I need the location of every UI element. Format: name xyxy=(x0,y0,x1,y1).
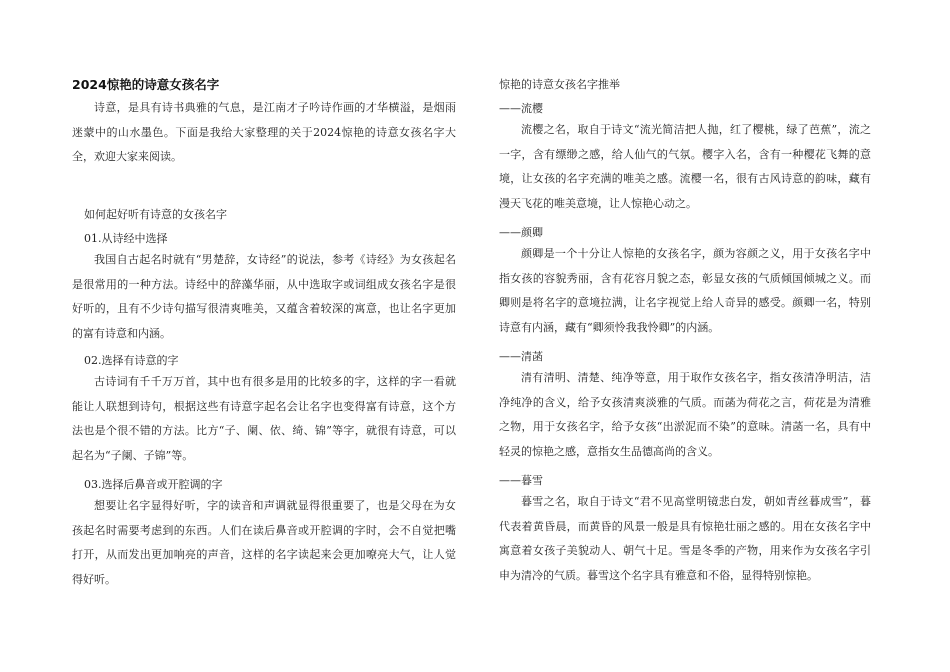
name-heading-qinghan: ——清菡 xyxy=(499,350,543,363)
method-text-2: 古诗词有千千万万首，其中也有很多是用的比较多的字，这样的字一看就能让人联想到诗句，根据这些有诗意字起名会让名字也变得富有诗意，这个方法也是个很不错的方法。比方“子、阑、依、绮、锦”等字，就很有诗意，可以起名为“子阑、子锦”等。 xyxy=(72,375,456,462)
method-heading-1: 01.从诗经中选择 xyxy=(84,232,168,245)
name-text-qinghan: 清有清明、清楚、纯净等意，用于取作女孩名字，指女孩清净明洁，洁净纯净的含义，给予女孩清爽淡雅的气质。而菡为荷花之言，荷花是为清雅之物，用于女孩名字，给予女孩“出淤泥而不染”的意味。清菡一名，具有中轻灵的惊艳之感，意指女生品德高尚的含义。 xyxy=(499,371,871,458)
section-heading: 如何起好听有诗意的女孩名字 xyxy=(84,208,227,221)
method-text-3: 想要让名字显得好听，字的读音和声调就显得很重要了，也是父母在为女孩起名时需要考虑到的东西。人们在读后鼻音或开腔调的字时，会不自觉把嘴打开，从而发出更加响亮的声音，这样的名字读起来会更加嘹亮大气，让人觉得好听。 xyxy=(72,499,456,586)
name-heading-liuying: ——流樱 xyxy=(499,102,543,115)
intro-paragraph: 诗意，是具有诗书典雅的气息，是江南才子吟诗作画的才华横溢，是烟雨迷蒙中的山水墨色。下面是我给大家整理的关于2024惊艳的诗意女孩名字大全，欢迎大家来阅读。 xyxy=(72,101,456,163)
name-heading-yanqing: ——颜卿 xyxy=(499,226,543,239)
name-heading-muxue: ——暮雪 xyxy=(499,474,543,487)
method-text-1: 我国自古起名时就有“男楚辞，女诗经”的说法，参考《诗经》为女孩起名是很常用的一种方法。诗经中的辞藻华丽，从中选取字或词组成女孩名字是很好听的，且有不少诗句描写很清爽唯美，又蕴含着较深的寓意，也让名字更加的富有诗意和内涵。 xyxy=(72,253,456,340)
method-heading-2: 02.选择有诗意的字 xyxy=(84,354,179,367)
method-heading-3: 03.选择后鼻音或开腔调的字 xyxy=(84,478,223,491)
recommend-heading: 惊艳的诗意女孩名字推举 xyxy=(499,78,620,91)
name-text-liuying: 流樱之名，取自于诗文“流光简洁把人抛，红了樱桃，绿了芭蕉”，流之一字，含有缥缈之感，给人仙气的气氛。樱字入名，含有一种樱花飞舞的意境，让女孩的名字充满的唯美之感。流樱一名，很有古风诗意的韵味，藏有漫天飞花的唯美意境，让人惊艳心动之。 xyxy=(499,123,871,210)
name-text-muxue: 暮雪之名，取自于诗文“君不见高堂明镜悲白发，朝如青丝暮成雪”，暮代表着黄昏晨，而黄昏的风景一般是具有惊艳壮丽之感的。用在女孩名字中寓意着女孩子美貌动人、朝气十足。雪是冬季的产物，用来作为女孩名字引申为清冷的气质。暮雪这个名字具有雅意和不俗，显得特别惊艳。 xyxy=(499,495,871,582)
name-text-yanqing: 颜卿是一个十分让人惊艳的女孩名字，颜为容颜之义，用于女孩名字中指女孩的容貌秀丽，含有花容月貌之态，彰显女孩的气质倾国倾城之义。而卿则是将名字的意境拉满，让名字视觉上给人奇异的感受。颜卿一名，特别诗意有内涵，藏有“卿须怜我我怜卿”的内涵。 xyxy=(499,247,871,334)
document-title: 2024惊艳的诗意女孩名字 xyxy=(72,77,220,92)
